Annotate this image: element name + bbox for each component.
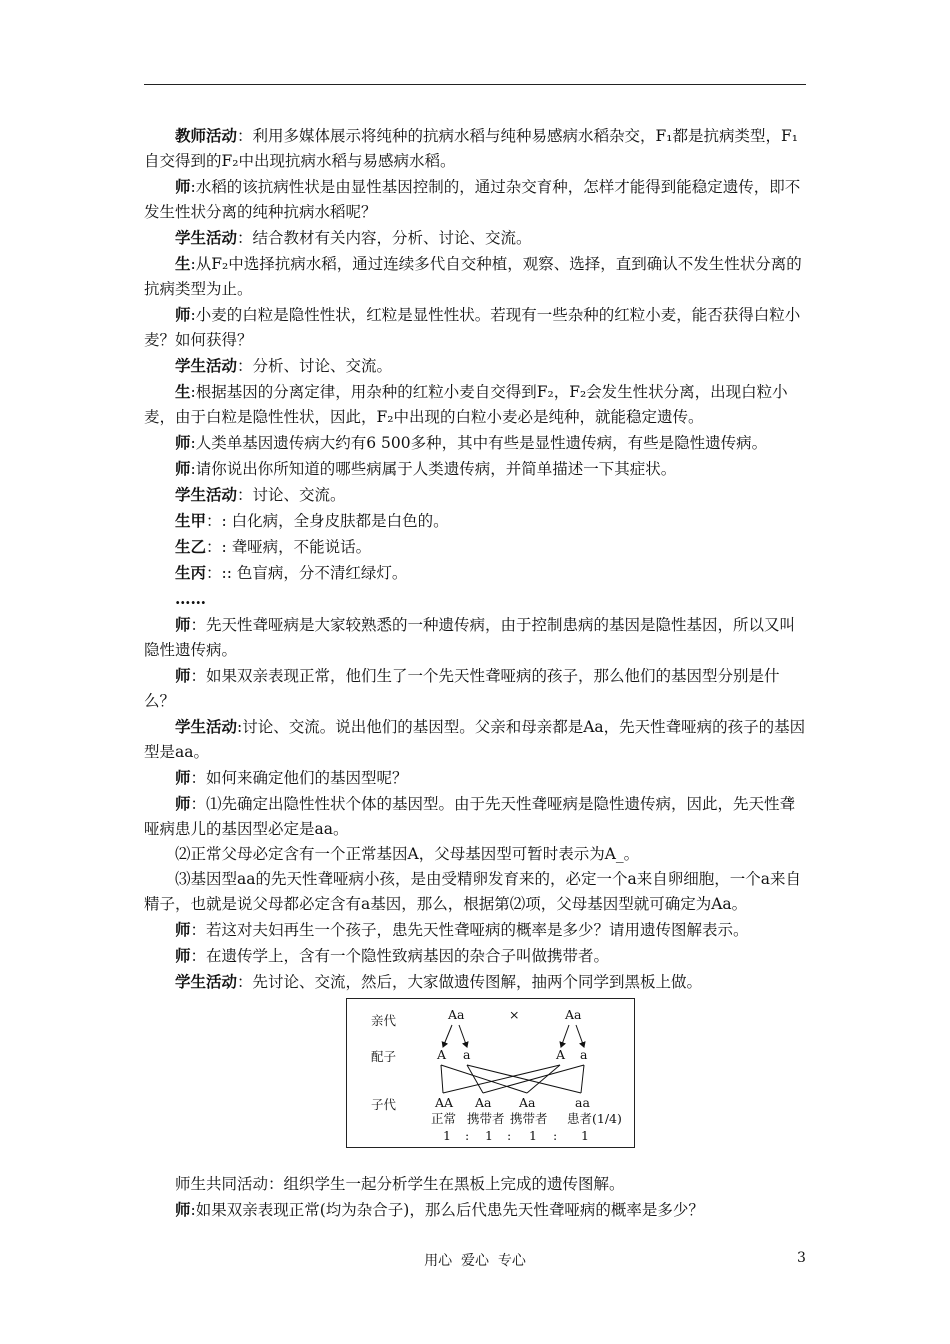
speaker-label: 学生活动 — [175, 228, 238, 247]
cross-lines — [441, 1065, 584, 1093]
paragraph-text: :人类单基因遗传病大约有6 500多种，其中有些是显性遗传病，有些是隐性遗传病。 — [190, 434, 768, 452]
paragraph-text: :水稻的该抗病性状是由显性基因控制的，通过杂交育种，怎样才能得到能稳定遗传，即不发生性状分离的纯种抗病水稻呢？ — [144, 178, 801, 221]
paragraph — [144, 174, 810, 225]
paragraph-text: :从F₂中选择抗病水稻，通过连续多代自交种植，观察、选择，直到确认不发生性状分离的抗病类型为止。 — [144, 255, 802, 298]
gamete: a — [463, 1047, 471, 1062]
speaker-label: 学生活动 — [175, 972, 238, 991]
speaker-label: 学生活动 — [175, 485, 238, 504]
gamete: a — [580, 1047, 588, 1062]
parent-genotype: Aa — [448, 1007, 465, 1022]
speaker-label: 师 — [175, 615, 191, 634]
speaker-label: 生甲 — [175, 511, 207, 530]
offspring-phenotype: 携带者 — [467, 1111, 505, 1126]
genetic-diagram-svg — [347, 999, 633, 1146]
paragraph — [144, 842, 810, 867]
paragraph-text: ：如果双亲表现正常，他们生了一个先天性聋哑病的孩子，那么他们的基因型分别是什么？ — [144, 667, 780, 710]
row-label-parents: 亲代 — [371, 1013, 397, 1028]
speaker-label: 学生活动 — [175, 717, 238, 736]
ratio-separator: : — [553, 1128, 558, 1143]
row-label-offspring: 子代 — [371, 1097, 397, 1112]
speaker-label: 教师活动 — [175, 126, 238, 145]
paragraph-text: :根据基因的分离定律，用杂种的红粒小麦自交得到F₂，F₂会发生性状分离，出现白粒小麦，由于白粒是隐性性状，因此，F₂中出现的白粒小麦必是纯种，就能稳定遗传。 — [144, 383, 788, 426]
paragraph — [144, 1172, 810, 1197]
page-number: 3 — [797, 1250, 806, 1266]
paragraph — [144, 791, 810, 842]
paragraph — [144, 302, 810, 353]
paragraph — [144, 917, 810, 943]
speaker-label: 师 — [175, 433, 191, 452]
speaker-label: 生 — [175, 254, 191, 273]
paragraph-text: ：先讨论、交流，然后，大家做遗传图解，抽两个同学到黑板上做。 — [237, 973, 703, 991]
paragraph-text: :请你说出你所知道的哪些病属于人类遗传病，并简单描述一下其症状。 — [190, 460, 677, 478]
ratio-separator: : — [507, 1128, 512, 1143]
gamete: A — [556, 1047, 566, 1062]
paragraph — [144, 560, 810, 586]
speaker-label: 生丙 — [175, 563, 207, 582]
speaker-label: …… — [175, 589, 206, 608]
paragraph-text: ：若这对夫妇再生一个孩子，患先天性聋哑病的概率是多少？请用遗传图解表示。 — [190, 921, 749, 939]
paragraph-text: 师生共同活动：组织学生一起分析学生在黑板上完成的遗传图解。 — [175, 1175, 625, 1193]
speaker-label: 师 — [175, 920, 191, 939]
paragraph — [144, 534, 810, 560]
offspring-phenotype: 患者(1/4) — [567, 1111, 622, 1126]
offspring-genotype: Aa — [519, 1095, 536, 1110]
paragraph — [144, 225, 810, 251]
offspring-genotype: aa — [575, 1095, 590, 1110]
speaker-label: 师 — [175, 946, 191, 965]
paragraph-text: ⑶基因型aa的先天性聋哑病小孩，是由受精卵发育来的，必定一个a来自卵细胞，一个a来自精子，也就是说父母都必定含有a基因，那么，根据第⑵项，父母基因型就可确定为Aa。 — [144, 870, 801, 913]
paragraph — [144, 251, 810, 302]
paragraph — [144, 508, 810, 534]
offspring-phenotype: 正常 — [431, 1111, 457, 1126]
paragraph — [144, 430, 810, 456]
paragraph — [144, 612, 810, 663]
paragraph — [144, 379, 810, 430]
ratio-value: 1 — [485, 1128, 493, 1143]
row-label-gametes: 配子 — [371, 1049, 397, 1064]
paragraph-text: ：在遗传学上，含有一个隐性致病基因的杂合子叫做携带者。 — [190, 947, 610, 965]
paragraph-text: ：⑴先确定出隐性性状个体的基因型。由于先天性聋哑病是隐性遗传病，因此，先天性聋哑病患儿的基因型必定是aa。 — [144, 795, 796, 838]
paragraph-text: ⑵正常父母必定含有一个正常基因A，父母基因型可暂时表示为A_。 — [175, 845, 640, 863]
paragraph-text: ：结合教材有关内容，分析、讨论、交流。 — [237, 229, 532, 247]
speaker-label: 师 — [175, 459, 191, 478]
parent-genotype: Aa — [565, 1007, 582, 1022]
paragraph-text: ：分析、讨论、交流。 — [237, 357, 393, 375]
paragraph — [144, 943, 810, 969]
paragraph — [144, 714, 810, 765]
paragraph-text: ：利用多媒体展示将纯种的抗病水稻与纯种易感病水稻杂交，F₁都是抗病类型，F₁自交得到的F₂中出现抗病水稻与易感病水稻。 — [144, 127, 798, 170]
paragraph — [144, 353, 810, 379]
paragraph-text: ：: 白化病，全身皮肤都是白色的。 — [206, 512, 449, 530]
paragraph — [144, 123, 810, 174]
genetic-diagram — [346, 998, 635, 1148]
speaker-label: 师 — [175, 768, 191, 787]
document-body — [144, 123, 810, 995]
paragraph — [144, 765, 810, 791]
ratio-separator: : — [465, 1128, 470, 1143]
paragraph — [144, 1197, 810, 1223]
offspring-phenotype: 携带者 — [510, 1111, 548, 1126]
paragraph-text: ：先天性聋哑病是大家较熟悉的一种遗传病，由于控制患病的基因是隐性基因，所以又叫隐性遗传病。 — [144, 616, 796, 659]
speaker-label: 学生活动 — [175, 356, 238, 375]
paragraph-text: :小麦的白粒是隐性性状，红粒是显性性状。若现有一些杂种的红粒小麦，能否获得白粒小麦？如何获得？ — [144, 306, 801, 349]
ratio-value: 1 — [443, 1128, 451, 1143]
paragraph-text: ：如何来确定他们的基因型呢？ — [190, 769, 408, 787]
cross-symbol: × — [509, 1007, 520, 1022]
speaker-label: 师 — [175, 1200, 191, 1219]
paragraph-text: :讨论、交流。说出他们的基因型。父亲和母亲都是Aa，先天性聋哑病的孩子的基因型是aa。 — [144, 718, 806, 761]
paragraph — [144, 867, 810, 917]
paragraph-text: ：讨论、交流。 — [237, 486, 346, 504]
speaker-label: 师 — [175, 305, 191, 324]
speaker-label: 师 — [175, 794, 191, 813]
footer-motto: 用心 爱心 专心 — [424, 1253, 526, 1269]
offspring-genotype: Aa — [475, 1095, 492, 1110]
gamete: A — [437, 1047, 447, 1062]
speaker-label: 师 — [175, 177, 191, 196]
speaker-label: 生 — [175, 382, 191, 401]
paragraph — [144, 482, 810, 508]
offspring-genotype: AA — [435, 1095, 454, 1110]
document-body-after-diagram — [144, 1172, 810, 1223]
paragraph — [144, 586, 810, 612]
paragraph — [144, 969, 810, 995]
speaker-label: 师 — [175, 666, 191, 685]
paragraph — [144, 456, 810, 482]
ratio-value: 1 — [581, 1128, 589, 1143]
paragraph-text: ：: 聋哑病，不能说话。 — [206, 538, 372, 556]
paragraph-text: ：:: 色盲病，分不清红绿灯。 — [206, 564, 408, 582]
speaker-label: 生乙 — [175, 537, 207, 556]
ratio-value: 1 — [529, 1128, 537, 1143]
paragraph-text: :如果双亲表现正常(均为杂合子)，那么后代患先天性聋哑病的概率是多少？ — [190, 1201, 704, 1219]
header-rule — [144, 84, 806, 85]
paragraph — [144, 663, 810, 714]
